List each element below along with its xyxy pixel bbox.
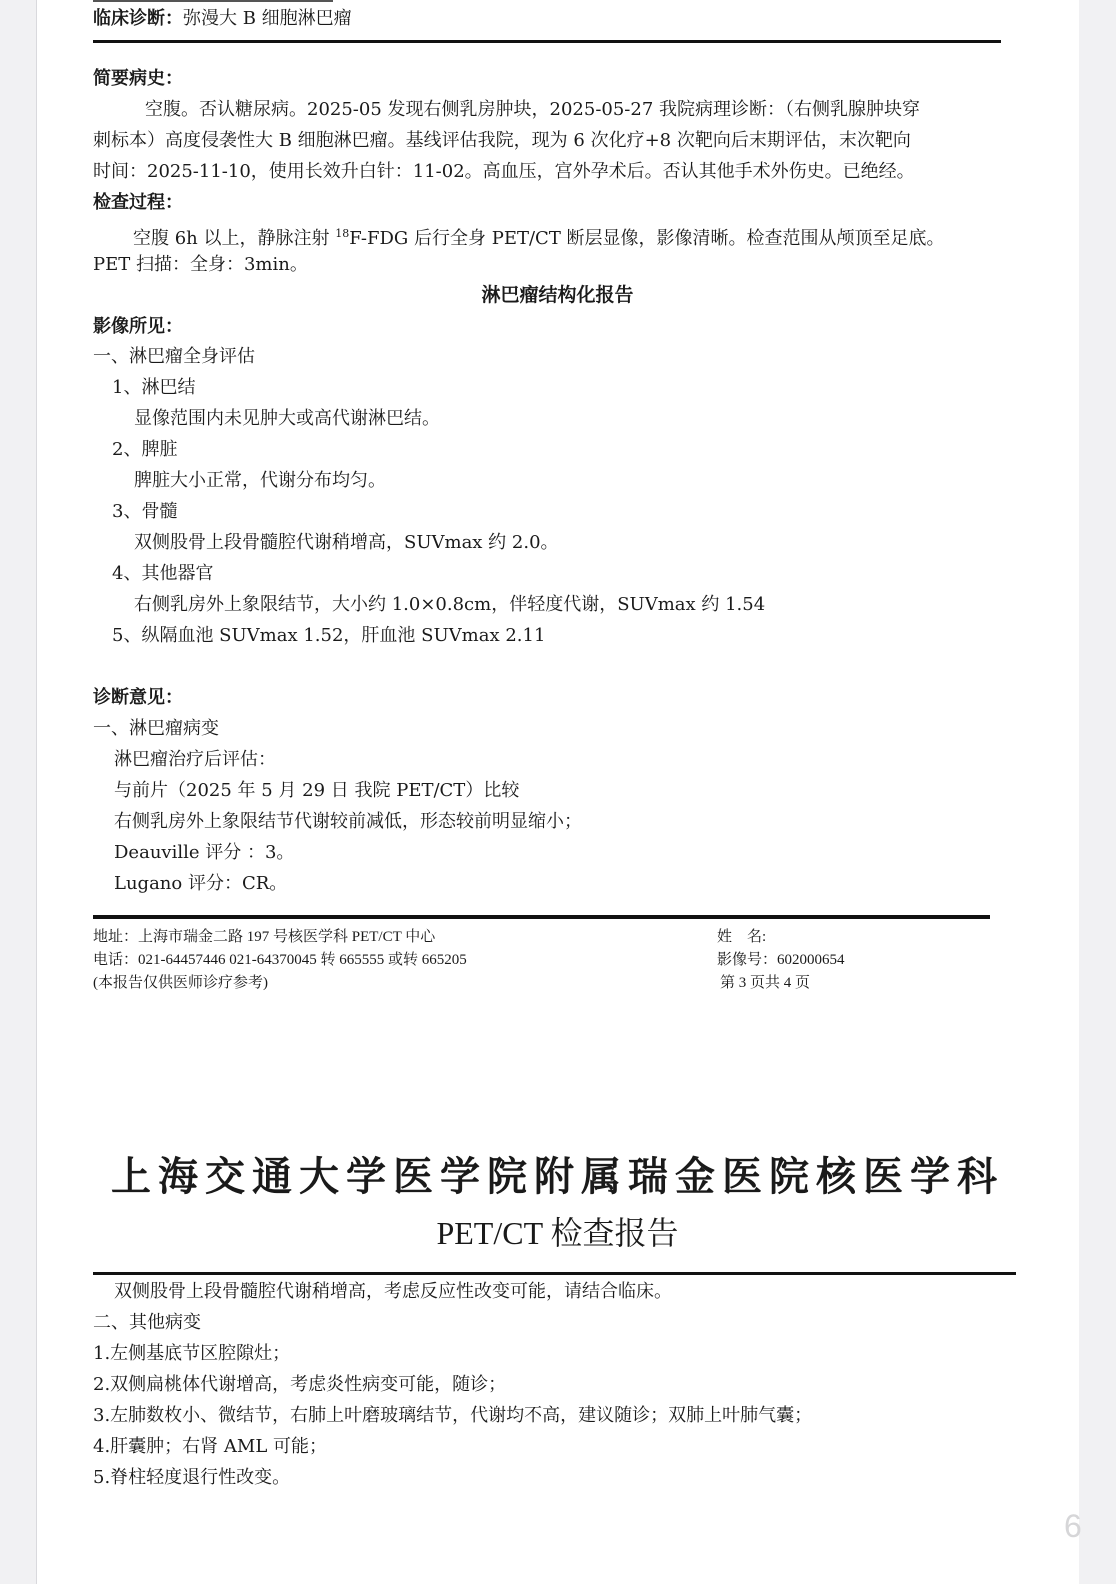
diagnosis-section: 一、淋巴瘤病变 (93, 718, 219, 739)
isotope-superscript: 18 (335, 227, 350, 240)
diagnosis-line: 与前片（2025 年 5 月 29 日 我院 PET/CT）比较 (114, 780, 520, 801)
other-finding: 4.肝囊肿；右肾 AML 可能； (93, 1436, 327, 1457)
footer-name-label: 姓 名: (717, 929, 767, 945)
report-title: PET/CT 检查报告 (436, 1215, 679, 1251)
diagnosis-line: Lugano 评分：CR。 (114, 873, 288, 894)
finding-item: 5、纵隔血池 SUVmax 1.52，肝血池 SUVmax 2.11 (112, 625, 546, 646)
finding-text: 显像范围内未见肿大或高代谢淋巴结。 (134, 408, 440, 429)
finding-label: 3、骨髓 (112, 501, 178, 522)
procedure-text: F-FDG 后行全身 PET/CT 断层显像，影像清晰。检查范围从颅顶至足底。 (349, 228, 945, 249)
hospital-title: 上海交通大学医学院附属瑞金医院核医学科 (111, 1153, 1004, 1200)
finding-text: 脾脏大小正常，代谢分布均匀。 (134, 470, 386, 491)
clinical-diagnosis (93, 7, 352, 31)
footer-address: 地址：上海市瑞金二路 197 号核医学科 PET/CT 中心 (93, 929, 436, 945)
history-line: 空腹。否认糖尿病。2025-05 发现右侧乳房肿块，2025-05-27 我院病理诊断：（右侧乳腺肿块穿 (145, 99, 921, 120)
other-finding: 5.脊柱轻度退行性改变。 (93, 1467, 291, 1488)
diagnosis-heading: 诊断意见： (93, 687, 183, 708)
continued-line: 双侧股骨上段骨髓腔代谢稍增高，考虑反应性改变可能，请结合临床。 (114, 1281, 672, 1302)
other-finding: 3.左肺数枚小、微结节，右肺上叶磨玻璃结节，代谢均不高，建议随诊；双肺上叶肺气囊； (93, 1405, 813, 1426)
clinical-diagnosis-label: 临床诊断： (93, 8, 183, 29)
footer-note: (本报告仅供医师诊疗参考) (93, 975, 268, 991)
finding-label: 1、淋巴结 (112, 377, 196, 398)
other-findings-section: 二、其他病变 (93, 1312, 201, 1333)
clinical-diagnosis-value: 弥漫大 B 细胞淋巴瘤 (183, 8, 352, 29)
other-finding: 2.双侧扁桃体代谢增高，考虑炎性病变可能，随诊； (93, 1374, 507, 1395)
structured-report-title: 淋巴瘤结构化报告 (481, 284, 634, 306)
other-finding: 1.左侧基底节区腔隙灶； (93, 1343, 291, 1364)
procedure-line (133, 222, 945, 251)
procedure-text: 空腹 6h 以上，静脉注射 (133, 228, 336, 249)
history-line: 时间：2025-11-10，使用长效升白针：11-02。高血压，宫外孕术后。否认其他手术外伤史。已绝经。 (93, 161, 915, 182)
finding-label: 2、脾脏 (112, 439, 178, 460)
history-line: 刺标本）高度侵袭性大 B 细胞淋巴瘤。基线评估我院，现为 6 次化疗+8 次靶向后末期评估，末次靶向 (93, 130, 911, 151)
finding-text: 右侧乳房外上象限结节，大小约 1.0×0.8cm，伴轻度代谢，SUVmax 约 1.54 (134, 594, 766, 615)
viewer-scroll-track[interactable] (1079, 0, 1116, 1584)
finding-text: 双侧股骨上段骨髓腔代谢稍增高，SUVmax 约 2.0。 (134, 532, 559, 553)
history-heading: 简要病史： (93, 68, 183, 89)
procedure-line: PET 扫描：全身：3min。 (93, 254, 308, 275)
top-partial-rule (93, 0, 333, 2)
footer-page-number: 第 3 页共 4 页 (720, 975, 811, 991)
report-title-rule (93, 1272, 1016, 1275)
diagnosis-line: 淋巴瘤治疗后评估： (114, 749, 276, 770)
footer-image-number: 影像号：602000654 (717, 952, 845, 968)
footer-rule (93, 915, 990, 919)
faint-corner-mark: 6 (1064, 1508, 1082, 1544)
findings-section: 一、淋巴瘤全身评估 (93, 346, 255, 367)
diagnosis-line: 右侧乳房外上象限结节代谢较前减低，形态较前明显缩小； (114, 811, 582, 832)
finding-label: 4、其他器官 (112, 563, 214, 584)
findings-heading: 影像所见： (93, 316, 183, 337)
header-rule (93, 40, 1001, 43)
diagnosis-line: Deauville 评分 ：3。 (114, 842, 295, 863)
footer-phone: 电话：021-64457446 021-64370045 转 665555 或转 665205 (93, 952, 467, 968)
procedure-heading: 检查过程： (93, 192, 183, 213)
